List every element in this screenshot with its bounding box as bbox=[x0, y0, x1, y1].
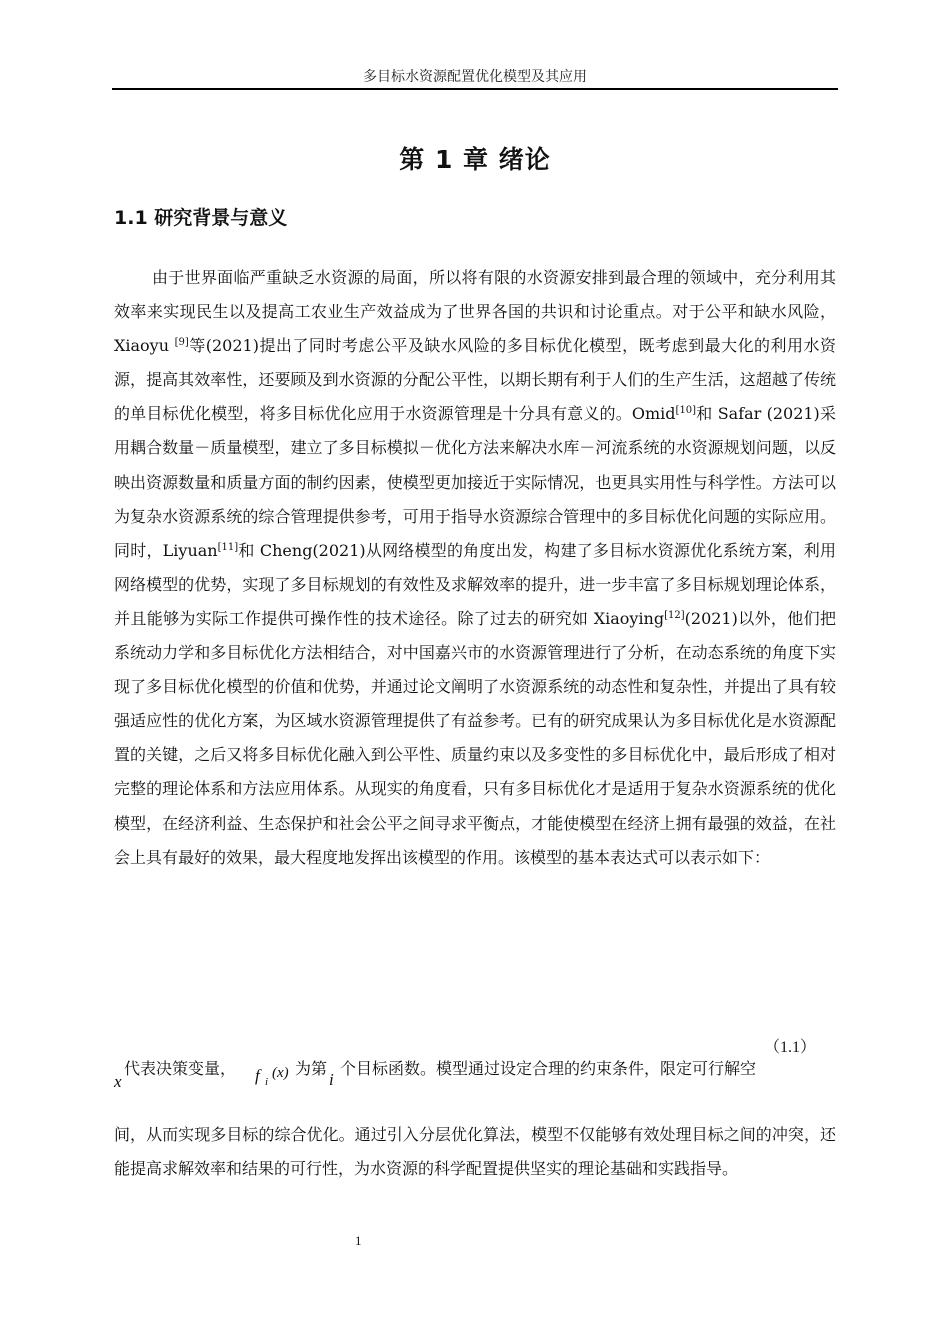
math-subscript-i: i bbox=[265, 1076, 269, 1088]
paragraph-text: 和 Safar (2021)采用耦合数量－质量模型，建立了多目标模拟－优化方法来解决水库－河流系统的水资源规划问题，以反映出资源数量和质量方面的制约因素，使模型更加接近于实际情况，也更具实用性与科学性。方法可以为复杂水资源系统的综合管理提供参考，可用于指导水资源综合管理中的多目标优化问题的实际应用。同时，Liyuan bbox=[114, 404, 836, 560]
math-var-f: f bbox=[255, 1066, 260, 1085]
page-number: 1 bbox=[355, 1233, 362, 1248]
paragraph-text: 由于世界面临严重缺乏水资源的局面，所以将有限的水资源安排到最合理的领域中，充分利用其效率来实现民生以及提高工农业生产效益成为了世界各国的共识和讨论重点。对于公平和缺水风险，Xiaoyu bbox=[114, 268, 836, 356]
body-paragraph: 间，从而实现多目标的综合优化。通过引入分层优化算法，模型不仅能够有效处理目标之间的冲突，还能提高求解效率和结果的可行性，为水资源的科学配置提供坚实的理论基础和实践指导。 bbox=[114, 1125, 836, 1179]
paragraph-text: 和 Cheng(2021)从网络模型的角度出发，构建了多目标水资源优化系统方案，利用网络模型的优势，实现了多目标规划的有效性及求解效率的提升，进一步丰富了多目标规划理论体系，并且能够为实际工作提供可操作性的技术途径。除了过去的研究如 Xiaoying bbox=[114, 540, 836, 628]
math-arg-x: (x) bbox=[272, 1065, 289, 1081]
chapter-title: 第 1 章 绪论 bbox=[399, 145, 551, 174]
citation-ref-9: [9] bbox=[174, 337, 189, 349]
body-paragraph bbox=[114, 261, 836, 875]
section-title: 1.1 研究背景与意义 bbox=[114, 207, 288, 229]
header-rule bbox=[112, 88, 838, 90]
variable-desc-text: 个目标函数。模型通过设定合理的约束条件，限定可行解空 bbox=[340, 1059, 757, 1078]
equation-number: （1.1） bbox=[764, 1039, 817, 1056]
math-var-i: i bbox=[329, 1070, 334, 1089]
paragraph-text: 等(2021)提出了同时考虑公平及缺水风险的多目标优化模型，既考虑到最大化的利用水资源，提高其效率性，还要顾及到水资源的分配公平性，以期长期有利于人们的生产生活，这超越了传统的单目标优化模型，将多目标优化应用于水资源管理是十分具有意义的。Omid bbox=[114, 336, 836, 424]
math-var-x: x bbox=[114, 1072, 122, 1091]
variable-desc-text: 为第 bbox=[295, 1059, 328, 1078]
citation-ref-11: [11] bbox=[217, 541, 239, 553]
variable-definition-line bbox=[114, 1052, 836, 1098]
paragraph-text: (2021)以外，他们把系统动力学和多目标优化方法相结合，对中国嘉兴市的水资源管理进行了分析，在动态系统的角度下实现了多目标优化模型的价值和优势，并通过论文阐明了水资源系统的动态性和复杂性，并提出了具有较强适应性的优化方案，为区域水资源管理提供了有益参考。已有的研究成果认为多目标优化是水资源配置的关键，之后又将多目标优化融入到公平性、质量约束以及多变性的多目标优化中，最后形成了相对完整的理论体系和方法应用体系。从现实的角度看，只有多目标优化才是适用于复杂水资源系统的优化模型，在经济利益、生态保护和社会公平之间寻求平衡点，才能使模型在经济上拥有最强的效益，在社会上具有最好的效果，最大程度地发挥出该模型的作用。该模型的基本表达式可以表示如下： bbox=[114, 608, 836, 867]
variable-desc-text: 代表决策变量， bbox=[124, 1059, 237, 1078]
running-header: 多目标水资源配置优化模型及其应用 bbox=[363, 69, 587, 85]
citation-ref-12: [12] bbox=[664, 609, 685, 621]
citation-ref-10: [10] bbox=[675, 405, 697, 417]
